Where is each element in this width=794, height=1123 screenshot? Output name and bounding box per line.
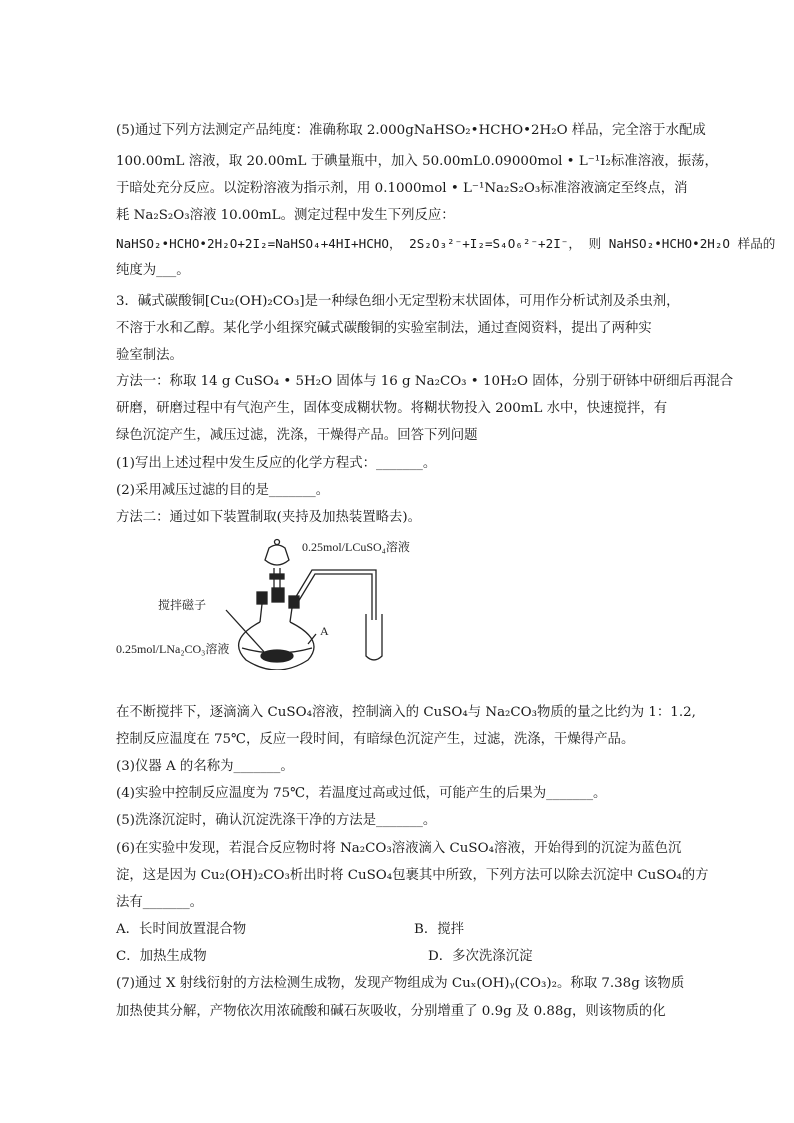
bottom-reagent-label: 0.25mol/LNa₂CO₃溶液 [116,642,230,656]
option-c: C．加热生成物 [116,949,207,964]
sub-question-6: (6)在实验中发现，若混合反应物时将 Na₂CO₃溶液滴入 CuSO₄溶液，开始得到的沉淀为蓝色沉 [116,841,682,856]
text-line: (5)通过下列方法测定产品纯度：准确称取 2.000gNaHSO₂•HCHO•2H₂O 样品，完全溶于水配成 [116,123,706,138]
sub-question-1: (1)写出上述过程中发生反应的化学方程式：_______。 [116,456,437,471]
option-a: A．长时间放置混合物 [116,922,247,937]
method-two-line: 方法二：通过如下装置制取(夹持及加热装置略去)。 [116,510,422,525]
text-line: 加热使其分解，产物依次用浓硫酸和碱石灰吸收，分别增重了 0.9g 及 0.88g，则该物质的化 [116,1004,666,1019]
text-line: NaHSO₂•HCHO•2H₂O+2I₂=NaHSO₄+4HI+HCHO， 2S₂O₃²⁻+I₂=S₄O₆²⁻+2I⁻， 则 NaHSO₂•HCHO•2H₂O 样品的 [116,236,776,251]
method-one-line: 方法一：称取 14 g CuSO₄ • 5H₂O 固体与 16 g Na₂CO₃ • 10H₂O 固体，分别于研钵中研细后再混合 [116,374,734,389]
sub-question-4: (4)实验中控制反应温度为 75℃，若温度过高或过低，可能产生的后果为_______。 [116,786,607,801]
option-b: B．搅拌 [414,922,465,937]
text-line: 绿色沉淀产生，减压过滤，洗涤，干燥得产品。回答下列问题 [116,428,478,443]
text-line: 在不断搅拌下，逐滴滴入 CuSO₄溶液，控制滴入的 CuSO₄与 Na₂CO₃物质的量之比约为 1：1.2, [116,705,696,720]
sub-question-7: (7)通过 X 射线衍射的方法检测生成物，发现产物组成为 Cuₓ(OH)ᵧ(CO₃)₂。称取 7.38g 该物质 [116,976,685,991]
sub-question-5: (5)洗涤沉淀时，确认沉淀洗涤干净的方法是_______。 [116,813,437,828]
sub-question-2: (2)采用减压过滤的目的是_______。 [116,483,330,498]
text-line: 100.00mL 溶液，取 20.00mL 于碘量瓶中，加入 50.00mL0.09000mol • L⁻¹I₂标准溶液，振荡， [116,154,718,169]
text-line: 耗 Na₂S₂O₃溶液 10.00mL。测定过程中发生下列反应： [116,208,455,223]
sub-question-3: (3)仪器 A 的名称为_______。 [116,759,294,774]
text-line: 于暗处充分反应。以淀粉溶液为指示剂，用 0.1000mol • L⁻¹Na₂S₂O₃标准溶液滴定至终点，消 [116,181,688,196]
text-line: 纯度为___。 [116,263,190,278]
text-line: 不溶于水和乙醇。某化学小组探究碱式碳酸铜的实验室制法，通过查阅资料，提出了两种实 [116,321,652,336]
flask-a-label: A [320,624,329,638]
text-line: 控制反应温度在 75℃，反应一段时间，有暗绿色沉淀产生，过滤，洗涤，干燥得产品。 [116,732,635,747]
apparatus-figure [116,530,416,670]
option-d: D．多次洗涤沉淀 [428,949,533,964]
text-line: 法有_______。 [116,895,204,910]
text-line: 验室制法。 [116,348,183,363]
top-reagent-label: 0.25mol/LCuSO₄溶液 [302,540,410,554]
stir-bar-label: 搅拌磁子 [158,598,207,612]
question-3-heading: 3．碱式碳酸铜[Cu₂(OH)₂CO₃]是一种绿色细小无定型粉末状固体，可用作分析试剂及杀虫剂， [116,294,680,309]
text-line: 研磨，研磨过程中有气泡产生，固体变成糊状物。将糊状物投入 200mL 水中，快速搅拌，有 [116,401,668,416]
text-line: 淀，这是因为 Cu₂(OH)₂CO₃析出时将 CuSO₄包裹其中所致，下列方法可以除去沉淀中 CuSO₄的方 [116,868,709,883]
